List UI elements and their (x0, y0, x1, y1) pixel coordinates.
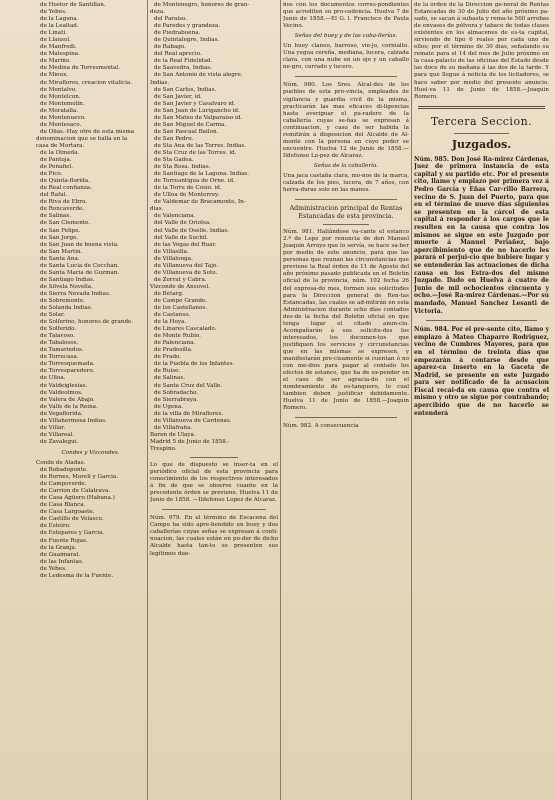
title-entry: de la Puebla de los Infantes. (154, 361, 235, 368)
title-entry: de Solferido. (40, 326, 77, 333)
title-entry: de Roncaverde. (40, 206, 85, 213)
title-list-condes-continued (150, 2, 278, 453)
title-entry: de Yebes. (40, 565, 67, 572)
heading-senas-caballeria: Señas de la caballería. (313, 162, 379, 169)
divider (295, 76, 397, 77)
title-entry: de las Vegas del Ruar. (154, 241, 217, 248)
title-entry: de Montenuevo. (40, 114, 86, 121)
title-entry: de San Juan de buena vista. (40, 241, 119, 248)
title-entry: de Prado. (154, 354, 182, 361)
title-entry: de Zorrat y Cabra. (154, 276, 207, 283)
title-entry: de Torreantigua de Orne. id. (154, 178, 235, 185)
title-entry: de Solferino, honores de grande. (40, 319, 134, 326)
divider (162, 509, 266, 510)
title-entry: de Silvela Novella. (40, 283, 93, 290)
title-entry: de Bobadoponte. (40, 467, 88, 474)
title-entry: Baron de Ulaya. (150, 431, 196, 438)
title-entry: de San Pascual Bailon. (154, 128, 219, 135)
title-entry: de Villanueva del Tajo. (154, 262, 218, 269)
title-entry: de San Javier, id. (154, 93, 202, 100)
title-entry: de Santiago de la Laguna. Indias. (154, 171, 250, 178)
title-entry: de Pico. (40, 171, 63, 178)
title-entry: de Palenciana. (154, 340, 196, 347)
title-entry: de Pantoja. (40, 157, 72, 164)
notice-979-continued: ños con los documentos corres-pondientes que acrediten su pro-cedencia. Huelva 7 de Junio de 1858.—El G. l. Francisco de Paula Vecino. (283, 2, 409, 30)
title-entry: de la Hoya. (154, 319, 187, 326)
title-entry: de Ruiso. (154, 368, 181, 375)
title-entry: de Montenegro, honores de gran- (154, 2, 250, 8)
title-entry: de Zavalegui. (40, 438, 79, 445)
column-rule (280, 0, 281, 800)
title-entry: del Rafal. (40, 192, 68, 199)
title-entry: de Sobremonte. (40, 297, 86, 304)
title-entry: de Sobradacho. (154, 389, 199, 396)
title-entry: dias. (150, 206, 164, 213)
title-entry: de Valdemar de Bracamonte, In- (154, 199, 246, 206)
title-entry: Indias. (150, 79, 170, 86)
title-list-marqueses (36, 2, 145, 446)
title-entry: de Montalvo. (40, 86, 77, 93)
title-entry: de la villa de Miraflores. (154, 410, 224, 417)
divider (295, 199, 397, 200)
title-entry: de Bornes, Morell y Garcia. (40, 474, 119, 481)
title-entry: de Santiago Indias. (40, 276, 95, 283)
title-entry: de Campo Grande. (154, 297, 208, 304)
title-entry: de San Antonio de vista alegre. (154, 72, 243, 79)
title-entry: de Montesaco. (40, 121, 82, 128)
title-entry: de Torresparedero. (40, 368, 95, 375)
title-entry: de Valdeolmos. (40, 389, 83, 396)
title-entry: de la Lealtad. (40, 23, 79, 30)
title-entry: de Moratalla. (40, 107, 79, 114)
title-entry: de Hostor de Santillan. (40, 2, 106, 8)
title-entry: de Sierra Nevada Indias. (40, 290, 111, 297)
title-entry: de Villareal. (40, 431, 75, 438)
description-buey: Un buey claneo, barroso, vie-jo, cornialto. Una yegua cereña, mediana, lucera, calzada clara, con una nube en un ojo y un caballo ne-gro, cerrado y lucero. (283, 43, 409, 71)
notice-981: Núm. 981. Hallándose va-cante el estanco 2.º de Lepe por renuncia de don Manuel Joaquin Arroyo que lo servía, se hace sa-ber por medio de este anuncio, para que las personas que reunan las circunstancias que previene la Real órden de 11 de Agosto del año próximo pasado publicada en el Boletín oficial de la provincia, núm. 102 fecha 26 del expresa-do mes, formen sus solicitudes para la Direccion general de Ren-tas Estancadas, las cuales se ad-mitirán en esta Administracion durante ocho días contados des-de la fecha del Boletin oficial en que tenga lugar el citado anun-cio. Acompañarán á sus solicitu-des los interesados, los documen-tos que justifiquen los servicios y circunstancias que en las mismas se expresen, y manifestarán pre-cisamente si cuentan ó no con me-dios para pagar al contado los efectos de estanco, que ha de ex-pender en el caso de ser agracia-do con el nombramiento de es-tanquero, lo cual tambien deben justificar debidamente. Huelva 11 de Junio de 1858.—Joaquin Romero. (283, 229, 409, 412)
title-entry: de Paredes y grandeza. (154, 23, 221, 30)
title-entry: de Santa Cruz del Valle. (154, 382, 223, 389)
title-entry: de la Torre de Cosio. id. (154, 185, 222, 192)
title-entry: de Montemolin. (40, 100, 85, 107)
title-entry: de Talavoso. (40, 333, 75, 340)
title-entry: de Solanda Indias. (40, 305, 93, 312)
title-entry: de Santa Maria de Guzman. (40, 269, 120, 276)
divider (454, 133, 509, 134)
title-entry: de Mariño. (40, 58, 71, 65)
divider (426, 320, 537, 321)
title-entry: de Villanueva de Cardenas. (154, 417, 232, 424)
title-entry: de Monte Rubio. (154, 333, 201, 340)
divider (295, 417, 397, 418)
notice-984: Núm. 984. Por el pre-sente cito, llamo y emplazo á Mateo Chaparro Rodriguez, vecino de Cumbres Mayores, para que en el término de treinta días que empezarán á contarse desde que aparez-ca inserto en la Gaceta de Madrid, se presente en este Juzgado para ser notificado de la acusacion Fiscal recai-da en causa que contra el mismo y otro se sigue por contrabando; apercibido que de no hacerlo se entenderá (414, 326, 549, 417)
heading-administracion: Administracion principal de Rentas Estancadas de esta provincia. (289, 205, 403, 220)
notice-paragraph: Lo que de dispuesto se inser-ta en el periódico oficial de esta provincia para conocimiento de los respectivos interesados á fin de que se observe cuanto en la precedente órden se previene. Huelva 11 de Junio de 1858. —Ildefonso Lopez de Alcaraz. (150, 462, 278, 504)
title-entry: de Castanso. (154, 312, 191, 319)
title-entry: de Vegaflorida. (40, 410, 83, 417)
title-entry: de Villalonga. (154, 255, 193, 262)
title-entry: de la Olmeda. (40, 149, 80, 156)
title-entry: deza. (150, 9, 165, 16)
title-entry: de la Laguna. (40, 16, 79, 23)
title-entry: de Estepares y Garcia. (40, 530, 105, 537)
title-entry: denominacion que se halla en la (36, 135, 128, 142)
title-entry: del Valle de Suchil. (154, 234, 209, 241)
title-entry: de San Juan de Lurigancho id. (154, 107, 240, 114)
title-entry: de Miraflores, creacion vitalicia. (40, 79, 132, 86)
title-entry: de San Jorge. (40, 234, 79, 241)
title-entry: del Valle de Oselle. Indias. (154, 227, 230, 234)
title-entry: de Valdeiglesias. (40, 382, 88, 389)
title-entry: de Yebes. (40, 9, 67, 16)
title-entry: de Quintalegre, Indias. (154, 37, 220, 44)
notice-985: Núm. 985. Don José Ra-mirez Cárdenas, Juez de primera instancia de esta capital y su partido etc. Por el presente cito, llamo y emplazo por primera vez á Pedro García y Eñas Car-rillo Barrera, vecino de S. Juan del Puerto, para que en el término de nueve días siguientes se presenten en la cárcel de esta capital á responder á los cargos que le resulten en la causa que contra los mismos se sigue en este Juzgado por muerte á Manuel Periañez, bajo apercibimiento que de no hacerlo les parará el perjui-cio que hubiere lugar y se entenderán las actuaciones de dicha causa en los Estra-dos del mismo Juzgado. Dado en Huelva á cuatro de Junio de mil ochocientos cincuenta y ocho.—José Ra-mirez Cárdenas.—Por su mandado, Manuel Sanchez Lesanti de Victoria. (414, 155, 549, 315)
title-entry: de Pradosilla. (154, 347, 193, 354)
column-rule (147, 0, 148, 800)
title-entry: de Villanueva de Soto. (154, 269, 218, 276)
notice-982: Núm. 982. A consecuencia (283, 423, 359, 430)
heading-senas-buey: Señas del buey y de las caba-llerías. (294, 33, 398, 40)
notice-979: Núm. 979. En el término de Escacena del Campo ha sido apre-hendido un buey y dos caballerías cuyas señas se expresan á conti-nuacion, las cuales están en po-der de dicho Alcalde hasta tan-to se presenten sus legítimos due- (150, 515, 278, 557)
title-entry: de Sta Ana de las Torres. Indias. (154, 142, 246, 149)
title-entry: de Mieux. (40, 72, 69, 79)
title-entry: de Casa Agüero (Habana.) (40, 495, 115, 502)
title-entry: Trespino. (150, 445, 177, 452)
title-entry: de San Javier y Casalvaro id. (154, 100, 236, 107)
title-entry: de San Clemente. (40, 220, 91, 227)
title-entry: de los Castellanos. (154, 305, 208, 312)
column-3 (283, 2, 409, 798)
title-entry: de Sta Cruz de las Torres. id. (154, 149, 237, 156)
title-entry: de Villafraña. (154, 424, 193, 431)
title-entry: de Montelcon. (40, 93, 81, 100)
title-entry: de Manfredi. (40, 44, 77, 51)
title-entry: de Tamarindos. (40, 347, 84, 354)
title-list-condes (36, 460, 145, 580)
title-entry: Conde de Aladas. (36, 460, 86, 466)
title-entry: de Peñafiel. (40, 164, 74, 171)
title-entry: de Olias.-Hay otro de esta misma (40, 128, 135, 135)
title-entry: de Real confianza. (40, 185, 92, 192)
title-entry: del Real aprecio. (154, 51, 202, 58)
title-entry: de San Martin. (40, 248, 83, 255)
section-title-juzgados: Juzgados. (451, 137, 512, 151)
title-entry: de Esteiro. (40, 523, 71, 530)
title-entry: de Rabago. (154, 44, 186, 51)
title-entry: de San Pedro. (154, 135, 194, 142)
title-entry: de Tabalosos. (40, 340, 79, 347)
title-entry: de Villar. (40, 424, 66, 431)
title-entry: de la Granja. (40, 544, 77, 551)
description-jaca: Una jaca castaña clara, mo-nos de la marca, calzada de los pies, lucera, de 7 años, con herra-duras solo en las manos. (283, 172, 409, 194)
column-4 (414, 2, 549, 798)
title-entry: de Villasilla. (154, 248, 189, 255)
title-entry: de Casa Blanca. (40, 502, 86, 509)
title-entry: de Valera de Abajo. (40, 396, 95, 403)
title-entry: casa de Mortara. (36, 142, 85, 149)
title-entry: de San Carlos, Indias. (154, 86, 217, 93)
title-entry: de Santa Ana. (40, 255, 80, 262)
title-entry: de Saavedra, Indias. (154, 65, 212, 72)
title-entry: de Bétarg. (154, 290, 184, 297)
title-entry: de Valenciana. (154, 213, 196, 220)
title-entry: de Torresquemada. (40, 361, 95, 368)
title-entry: de Valle de la Reina. (40, 403, 98, 410)
title-entry: de Salinas. (154, 375, 186, 382)
title-entry: de Castillo de Velasco. (40, 516, 104, 523)
title-entry: de Salinas. (40, 213, 72, 220)
title-entry: de Ledesma de la Fuente. (40, 572, 114, 579)
title-entry: de Piedrabuena. (154, 30, 201, 37)
title-entry: de Medina de Torresmental. (40, 65, 121, 72)
title-entry: de Ugena. (154, 403, 183, 410)
title-entry: de Santa Lucia de Cocchan. (40, 262, 120, 269)
title-entry: de Sta Rosa. Indias. (154, 164, 211, 171)
title-entry: Vizconde de Ansovel. (150, 283, 211, 290)
title-entry: de Sierrabraya. (154, 396, 199, 403)
title-entry: de Casa Largoaste. (40, 509, 95, 516)
title-entry: Madrid 5 de Junio de 1858.- (150, 438, 230, 445)
title-entry: de la Real Fidelidad. (154, 58, 213, 65)
divider (190, 457, 238, 458)
title-entry: de Malespina. (40, 51, 80, 58)
notice-980: Núm. 980. Los Sres. Alcal-des de los pueblos de esta pro-vincia, empleados de vigilancia y guardia civil de la misma, practicarán las mas eficaces di-ligencias hasta averiguar el pa-radero de la caballería cuyas se-ñas se expresan á continuacion, y caso de ser habida la remitirán á disposicion del Alcalde de Al-monte con la persona en cuyo poder se encuentre. Huelva 12 de Junio de 1858.—Ildefonso Lo-pez de Alcaraz. (283, 82, 409, 159)
column-2 (150, 2, 278, 798)
title-entry: de Guaimaral. (40, 551, 81, 558)
title-entry: de Villahermosa Indias. (40, 417, 107, 424)
notice-982-continued: de la órden de la Direccion ge-neral de Rentas Estancadas de 30 de Julio del año próximo pa-sado, se sacan á subasta y rema-te 560 arrobas de envases de pólvora y tabaco de todas clases existentes en los almacenes de es-ta capital, sirviendo de tipo 6 reales por cada uno de ellos; por el término de 30 dias, señalando su remate para el 14 del mes de Julio próximo en la casa-palacio de las oficinas del Estado desde las doce de su mañana á las dos de la tarde. Y para que llegue á noticia de los licitadores, se hace saber por medio del presente anuncio. Huel-va 11 de Junio de 1858.—Joaquin Romero. (414, 2, 549, 100)
divider (323, 224, 369, 225)
title-entry: de Llansol. (40, 37, 71, 44)
title-entry: de Quinta-florida. (40, 178, 90, 185)
title-entry: de las Infantas. (40, 558, 84, 565)
section-heading-condes: Condes y Vizcondes. (61, 449, 120, 456)
title-entry: de Torrecasa. (40, 354, 79, 361)
section-title-tercera: Tercera Seccion. (430, 114, 533, 128)
title-entry: de Riva de Ebro. (40, 199, 87, 206)
title-entry: de Sta Gadea. (154, 157, 194, 164)
double-divider (418, 106, 545, 109)
title-entry: de Solar. (40, 312, 65, 319)
title-entry: de Campoverde. (40, 481, 87, 488)
title-entry: de San Mateo de Valparaiso id. (154, 114, 243, 121)
title-entry: de Linares Cascalado. (154, 326, 217, 333)
title-entry: del Valle de Oriolsa. (154, 220, 211, 227)
title-entry: de Ulloa de Monterrey. (154, 192, 220, 199)
column-rule (411, 0, 412, 800)
title-entry: del Paraiso. (154, 16, 188, 23)
title-entry: de San Felipe. (40, 227, 81, 234)
column-1 (36, 2, 145, 798)
title-entry: de Ulloa. (40, 375, 66, 382)
title-entry: de Fuente Rojas. (40, 537, 88, 544)
title-entry: de San Miguel de Carma. (154, 121, 227, 128)
title-entry: de Linati. (40, 30, 67, 37)
title-entry: de Carrion de Calatrava. (40, 488, 111, 495)
